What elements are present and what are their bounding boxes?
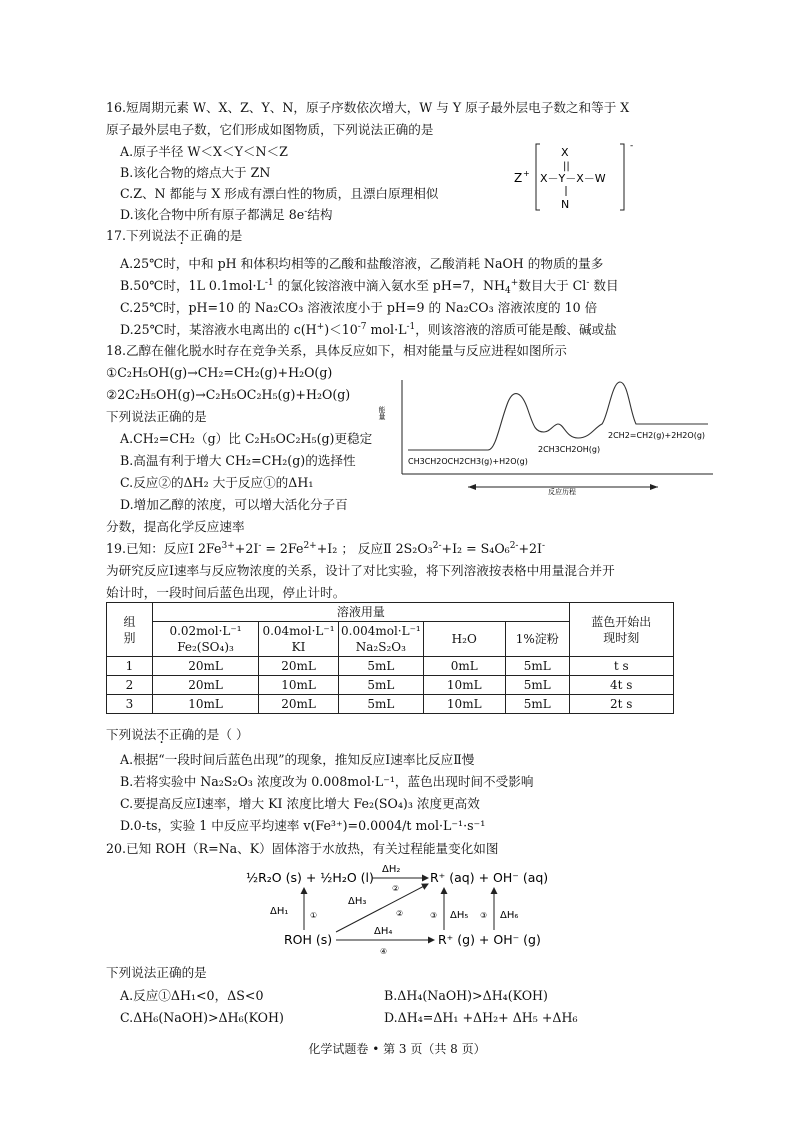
q17-option-c: C.25℃时，pH=10 的 Na₂CO₃ 溶液浓度小于 pH=9 的 Na₂CO₃ 溶液浓度的 10 倍 [120,300,598,315]
table-cell: t s [569,657,673,676]
q18-option-d-cont: 分数，提高化学反应速率 [106,519,245,534]
header-fe [153,622,259,657]
label-dh4: ΔH₄ [374,926,393,937]
q19-ask-post: 的是（ ） [194,727,249,742]
q17-d-1: D.25℃时，某溶液水电离出的 c(H [120,322,317,337]
label-c4: ④ [380,947,388,956]
label-dh3: ΔH₃ [348,896,367,907]
right-bracket [620,144,624,210]
q20-energy-cycle-diagram [244,860,574,960]
header-solution: 溶液用量 [153,603,570,622]
q18-option-c: C.反应②的ΔH₂ 大于反应①的ΔH₁ [120,475,314,490]
header-group [107,603,153,657]
q19-ask-pre: 下列说法 [106,727,157,742]
q19-ask [106,726,249,744]
q20-option-c: C.ΔH₆(NaOH)>ΔH₆(KOH) [120,1010,284,1025]
header-blue-2: 现时刻 [603,630,640,645]
q17-d-sup2: -7 [357,322,367,332]
q19-stem-line2: 为研究反应Ⅰ速率与反应物浓度的关系，设计了对比实验，将下列溶液按表格中用量混合并开 [106,563,615,578]
cycle-bottom-left: ROH (s) [284,932,333,947]
table-cell: 10mL [423,676,505,695]
table-cell: 5mL [505,657,569,676]
label-dh1: ΔH₁ [270,906,289,917]
q18-energy-diagram [368,372,718,497]
q17-stem-post: 的是 [217,228,243,243]
q20-option-b: B.ΔH₄(NaOH)>ΔH₄(KOH) [384,988,548,1003]
q19-sup3: 2+ [303,541,317,551]
cycle-top-left: ½R₂O (s) + ½H₂O (l) [246,870,374,885]
header-starch: 1%淀粉 [505,622,569,657]
q16-option-b: B.该化合物的熔点大于 ZN [120,165,271,180]
q17-d-sup3: -1 [406,322,416,332]
header-ki-name: KI [291,640,306,654]
q17-stem [106,227,242,245]
structure-charge: - [630,141,634,151]
label-dh6: ΔH₆ [500,910,519,921]
q17-d-sup: + [316,322,325,332]
q19-s1: 19.已知：反应Ⅰ 2Fe [106,541,222,556]
table-cell: 20mL [153,657,259,676]
q18-reaction-1: ①C₂H₅OH(g)→CH₂=CH₂(g)+H₂O(g) [106,365,333,380]
arrow-dh3 [336,884,428,932]
table-cell: 2t s [569,695,673,714]
structure-top-x: X [561,146,569,159]
label-c3: ③ [430,911,438,920]
q19-experiment-table [106,602,674,714]
table-cell: 20mL [259,695,339,714]
q19-s5: +I₂ = S₄O₆ [441,541,510,556]
q19-sup2: - [258,541,262,551]
header-ki-conc: 0.04mol·L⁻¹ [262,624,335,638]
q16-option-a: A.原子半径 W＜X＜Y＜N＜Z [120,144,288,159]
header-ki [259,622,339,657]
q17-b-2: 的氯化铵溶液中滴入氨水至 pH=7，NH [273,278,506,293]
table-cell: 10mL [153,695,259,714]
label-dh5: ΔH₅ [450,910,469,921]
q19-option-c: C.要提高反应Ⅰ速率，增大 KI 浓度比增大 Fe₂(SO₄)₃ 浓度更高效 [120,796,480,811]
q16-stem-line1: 16.短周期元素 W、X、Z、Y、N，原子序数依次增大，W 与 Y 原子最外层电子数之和等于 X [106,100,630,115]
table-cell: 20mL [153,676,259,695]
q20-ask: 下列说法正确的是 [106,965,207,980]
q20-stem: 20.已知 ROH（R=Na、K）固体溶于水放热，有关过程能量变化如图 [106,841,499,856]
header-fe-name: Fe₂(SO₄)₃ [177,640,234,654]
q19-option-a: A.根据“一段时间后蓝色出现”的现象，推知反应Ⅰ速率比反应Ⅱ慢 [120,752,475,767]
label-ethanol: 2CH3CH2OH(g) [538,445,601,454]
q19-sup5: 2- [509,541,519,551]
table-cell: 5mL [339,657,424,676]
q18-option-a: A.CH₂=CH₂（g）比 C₂H₅OC₂H₅(g)更稳定 [120,431,373,446]
x-axis-label: 反应历程 [548,488,576,496]
header-na-conc: 0.004mol·L⁻¹ [341,624,421,638]
q16-option-d [120,206,332,224]
header-na [339,622,424,657]
table-cell: 10mL [259,676,339,695]
q17-d-4: ，则该溶液的溶质可能是酸、碱或盐 [415,322,617,337]
table-cell: 1 [107,657,153,676]
q19-sup6: - [542,541,546,551]
q17-stem-pre: 17.下列说法 [106,228,177,243]
label-c3b: ③ [480,911,488,920]
q17-stem-emphasis: 不正确 [176,228,218,243]
header-water: H₂O [423,622,505,657]
header-fe-conc: 0.02mol·L⁻¹ [169,624,242,638]
q16-d-tail: 结构 [307,207,333,222]
header-blue-1: 蓝色开始出 [591,614,652,629]
table-cell: 0mL [423,657,505,676]
q19-option-b: B.若将实验中 Na₂S₂O₃ 浓度改为 0.008mol·L⁻¹，蓝色出现时间不受影响 [120,774,534,789]
q17-b-sup2: + [510,278,519,288]
q19-s2: +2I [234,541,259,556]
table-cell: 10mL [423,695,505,714]
label-c2-top: ② [392,884,400,893]
structure-z-charge: + [523,169,530,178]
q19-sup4: 2- [432,541,442,551]
table-cell: 3 [107,695,153,714]
q19-s6: +2I [518,541,543,556]
q18-stem: 18.乙醇在催化脱水时存在竞争关系，具体反应如下，相对能量与反应进程如图所示 [106,343,567,358]
q19-s4: +I₂ ； 反应Ⅱ 2S₂O₃ [316,541,433,556]
q18-reaction-2: ②2C₂H₅OH(g)→C₂H₅OC₂H₅(g)+H₂O(g) [106,387,351,402]
q17-b-1: B.50℃时，1L 0.1mol·L [120,278,265,293]
q16-stem-line2: 原子最外层电子数，它们形成如图物质，下列说法正确的是 [106,122,434,137]
table-cell: 5mL [505,676,569,695]
q19-option-d: D.0-ts，实验 1 中反应平均速率 v(Fe³⁺)=0.0004/t mol·L⁻¹·s⁻¹ [120,818,486,833]
y-axis-label: 能量 [378,406,386,420]
q20-option-d: D.ΔH₄=ΔH₁ +ΔH₂+ ΔH₅ +ΔH₆ [384,1010,578,1025]
table-cell: 5mL [339,676,424,695]
table-cell: 2 [107,676,153,695]
header-na-name: Na₂S₂O₃ [355,640,406,654]
q16-d-text: D.该化合物中所有原子都满足 8e [120,207,305,222]
cycle-bottom-right: R⁺ (g) + OH⁻ (g) [438,932,541,947]
structure-z: Z [514,171,523,185]
cycle-top-right: R⁺ (aq) + OH⁻ (aq) [430,870,549,885]
q17-option-d [120,321,617,339]
q19-stem-line3: 始计时，一段时间后蓝色出现，停止计时。 [106,585,346,600]
q18-option-d: D.增加乙醇的浓度，可以增大活化分子百 [120,497,348,512]
q17-option-a: A.25℃时，中和 pH 和体积均相等的乙酸和盐酸溶液，乙酸消耗 NaOH 的物质的量多 [120,256,604,271]
structure-double-bond: || [563,161,570,172]
page-footer: 化学试题卷 • 第 3 页（共 8 页） [308,1042,486,1056]
q18-ask: 下列说法正确的是 [106,409,207,424]
header-blue-time [569,603,673,657]
label-ether: CH3CH2OCH2CH3(g)+H2O(g) [408,457,528,466]
q19-sup1: 3+ [221,541,235,551]
q17-b-4: 数目 [589,278,619,293]
table-row [107,695,674,714]
q18-option-b: B.高温有利于增大 CH₂=CH₂(g)的选择性 [120,453,356,468]
q17-d-3: mol·L [366,322,407,337]
table-cell: 5mL [505,695,569,714]
q19-s3: = 2Fe [261,541,304,556]
table-row [107,676,674,695]
structure-chain: X－Y－X－W [540,172,606,185]
label-c1: ① [310,911,318,920]
q17-option-b [120,277,619,295]
q17-b-sup: -1 [264,278,274,288]
q16-structure-diagram [510,138,650,218]
q17-d-2: )＜10 [324,322,358,337]
q16-option-c: C.Z、N 都能与 X 形成有漂白性的物质，且漂白原理相似 [120,186,439,201]
structure-bottom-n: N [561,198,570,211]
label-dh2: ΔH₂ [382,864,401,875]
table-row [107,657,674,676]
q16-d-sup: - [304,207,308,217]
q17-b-sup3: - [586,278,590,288]
q19-stem-line1 [106,540,545,558]
q20-option-a: A.反应①ΔH₁<0，ΔS<0 [120,988,264,1003]
q17-b-3: 数目大于 Cl [518,278,587,293]
label-c3-diag: ② [396,909,404,918]
table-cell: 5mL [339,695,424,714]
label-ethylene: 2CH2=CH2(g)+2H2O(g) [608,431,706,440]
table-cell: 20mL [259,657,339,676]
header-group-2: 别 [123,630,136,645]
header-group-1: 组 [123,614,136,629]
table-header-row-1 [107,603,674,622]
table-cell: 4t s [569,676,673,695]
q19-ask-emphasis: 不正确 [156,727,195,742]
q17-b-sub: 4 [505,286,511,296]
